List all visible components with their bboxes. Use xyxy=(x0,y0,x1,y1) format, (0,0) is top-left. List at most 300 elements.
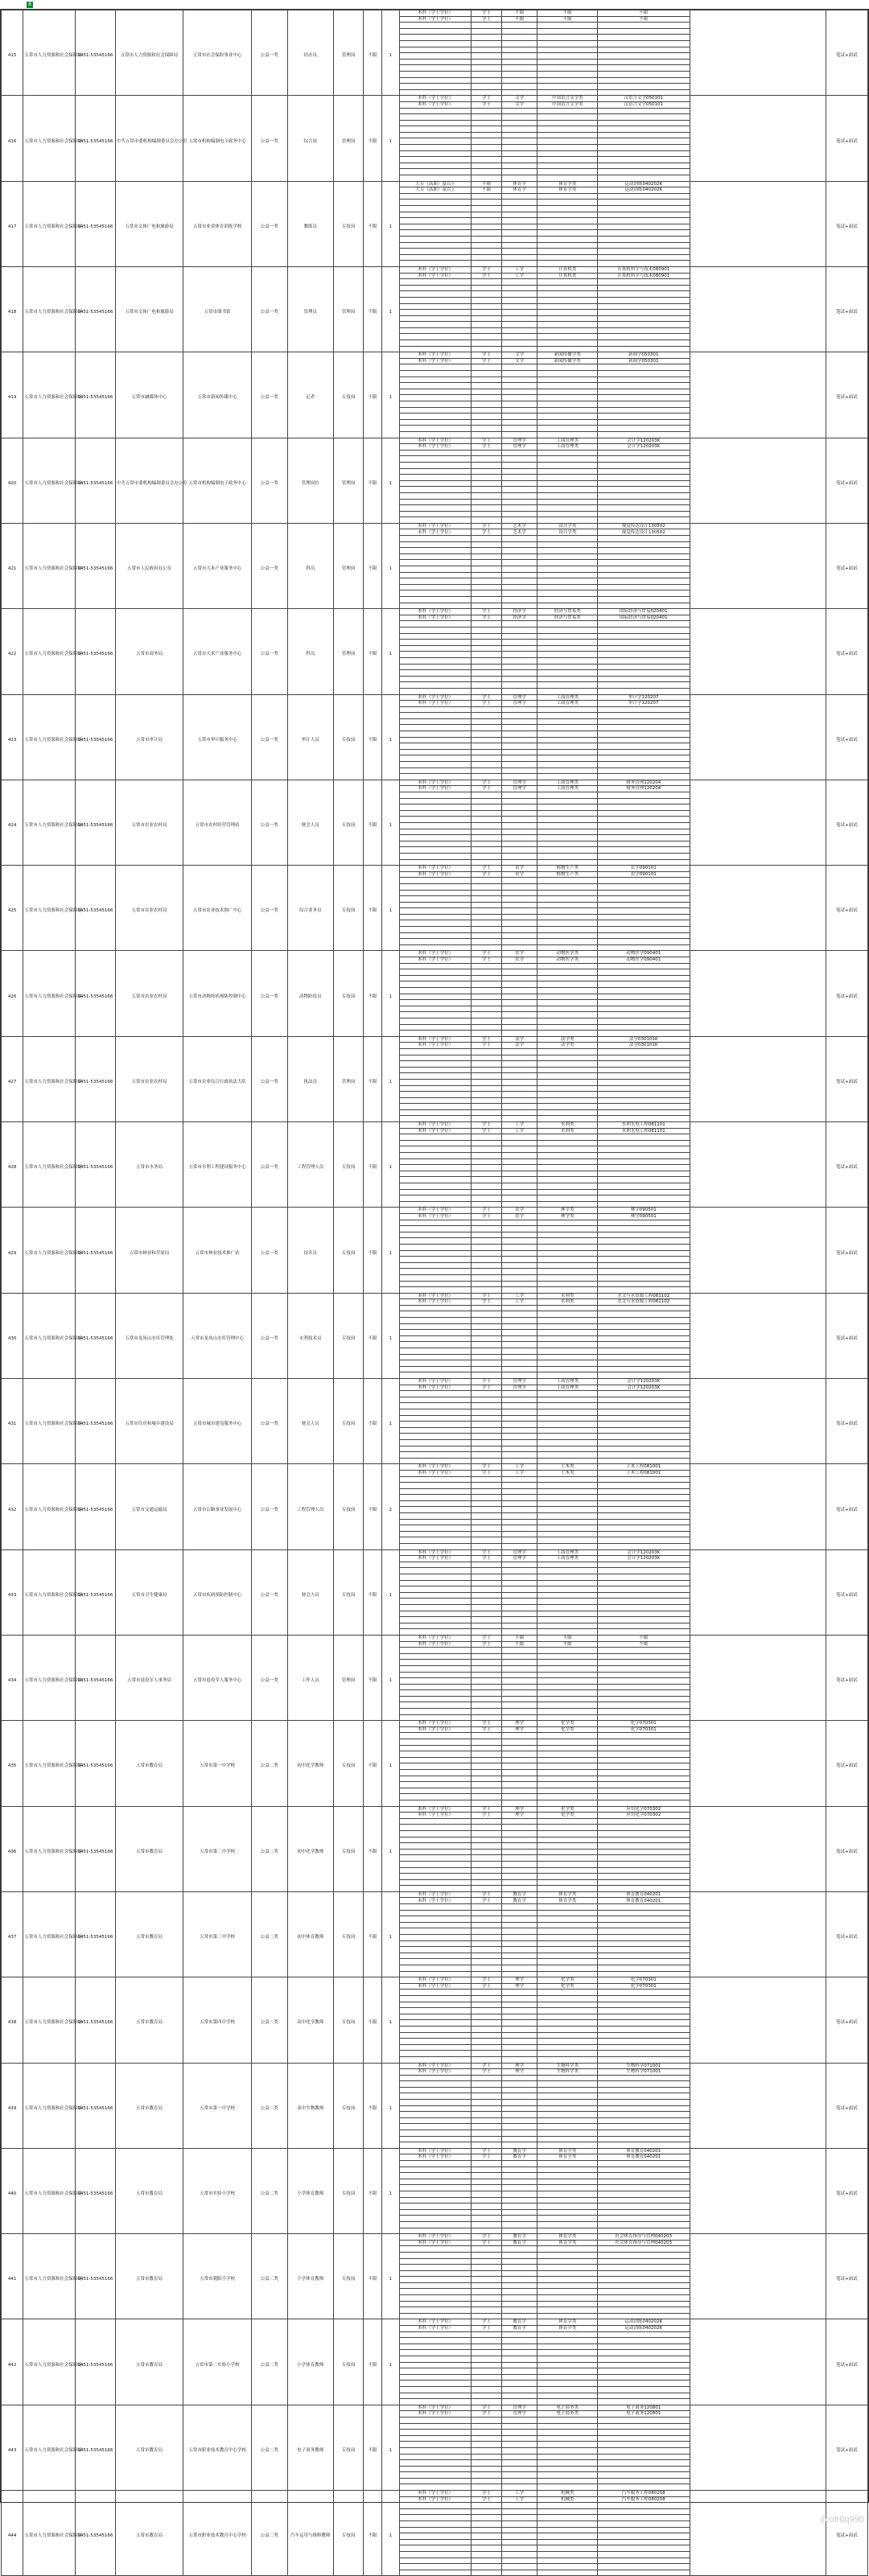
table-cell xyxy=(472,1458,501,1464)
table-cell xyxy=(76,944,116,951)
table-cell xyxy=(115,499,183,505)
table-cell xyxy=(501,1672,537,1678)
table-cell xyxy=(472,1537,501,1544)
table-cell xyxy=(826,352,867,359)
table-cell xyxy=(76,1073,116,1080)
table-cell: 学士 xyxy=(472,16,501,23)
table-cell xyxy=(501,1684,537,1690)
table-cell xyxy=(826,358,867,364)
table-row xyxy=(2,1213,868,1220)
table-cell xyxy=(399,1140,472,1146)
table-cell xyxy=(333,871,363,878)
table-cell xyxy=(537,71,598,77)
table-cell xyxy=(333,688,363,694)
table-cell xyxy=(537,163,598,169)
table-cell: 工商管理类 xyxy=(537,1379,598,1385)
table-cell xyxy=(598,706,690,713)
table-cell xyxy=(287,743,333,750)
table-cell xyxy=(287,975,333,981)
table-cell xyxy=(472,841,501,847)
table-cell xyxy=(381,1012,399,1018)
table-cell xyxy=(183,597,252,603)
table-cell xyxy=(381,279,399,286)
table-cell xyxy=(183,883,252,890)
table-cell xyxy=(76,1048,116,1055)
table-cell xyxy=(23,1366,76,1372)
table-cell xyxy=(690,1257,826,1263)
table-cell xyxy=(364,969,381,976)
table-cell xyxy=(183,627,252,633)
table-cell xyxy=(76,1043,116,1049)
table-cell xyxy=(115,1146,183,1153)
table-cell xyxy=(251,688,287,694)
table-cell xyxy=(381,389,399,395)
table-cell: 不限 xyxy=(501,16,537,23)
table-cell xyxy=(537,303,598,310)
table-cell xyxy=(287,890,333,896)
table-cell xyxy=(2,1599,23,1605)
table-cell xyxy=(76,1452,116,1459)
table-cell xyxy=(76,1061,116,1068)
table-cell xyxy=(690,664,826,670)
table-cell xyxy=(76,1257,116,1263)
table-cell xyxy=(2,297,23,303)
table-cell xyxy=(183,725,252,731)
table-cell xyxy=(472,1372,501,1379)
table-cell xyxy=(287,988,333,994)
table-cell: 农学 xyxy=(501,1208,537,1214)
table-cell xyxy=(399,969,472,976)
table-cell xyxy=(381,1513,399,1520)
table-cell xyxy=(115,1495,183,1501)
table-cell xyxy=(537,1354,598,1360)
table-cell xyxy=(826,529,867,536)
table-cell xyxy=(2,212,23,218)
table-cell: 会计学120203K xyxy=(598,438,690,444)
table-cell xyxy=(333,187,363,194)
table-cell xyxy=(333,1085,363,1092)
table-row xyxy=(2,1067,868,1073)
table-cell xyxy=(690,774,826,780)
table-row xyxy=(2,1702,868,1709)
table-cell xyxy=(501,462,537,468)
table-cell xyxy=(115,383,183,389)
table-cell xyxy=(537,218,598,224)
table-cell xyxy=(23,1092,76,1098)
table-cell xyxy=(251,944,287,951)
table-row xyxy=(2,126,868,133)
table-cell xyxy=(826,1549,867,1556)
table-cell xyxy=(537,1397,598,1403)
table-cell xyxy=(2,615,23,621)
table-cell xyxy=(399,939,472,945)
table-cell xyxy=(23,1653,76,1660)
table-cell xyxy=(501,340,537,347)
table-cell xyxy=(287,1439,333,1446)
table-cell xyxy=(183,682,252,689)
table-cell xyxy=(23,266,76,273)
table-cell: 不限 xyxy=(364,1422,381,1428)
table-cell xyxy=(76,492,116,499)
table-cell xyxy=(381,1427,399,1434)
table-cell xyxy=(287,603,333,609)
table-cell xyxy=(333,242,363,249)
table-cell xyxy=(381,285,399,291)
table-cell xyxy=(826,1177,867,1183)
table-cell xyxy=(381,883,399,890)
table-cell xyxy=(364,1483,381,1489)
table-cell xyxy=(23,829,76,835)
table-cell xyxy=(23,780,76,786)
table-cell xyxy=(364,1385,381,1391)
table-cell xyxy=(183,450,252,456)
table-cell xyxy=(2,1342,23,1348)
table-cell xyxy=(826,1201,867,1208)
table-cell xyxy=(364,883,381,890)
table-cell xyxy=(826,187,867,194)
table-cell xyxy=(333,1672,363,1678)
table-cell xyxy=(251,431,287,438)
table-cell xyxy=(501,1611,537,1617)
table-cell xyxy=(472,1330,501,1336)
table-cell xyxy=(287,1629,333,1636)
table-cell xyxy=(537,755,598,762)
table-cell xyxy=(501,706,537,713)
table-cell xyxy=(537,450,598,456)
table-cell xyxy=(23,1024,76,1031)
table-cell xyxy=(826,1305,867,1311)
table-cell xyxy=(115,670,183,677)
table-cell xyxy=(381,682,399,689)
table-cell xyxy=(399,383,472,389)
table-cell xyxy=(115,315,183,322)
table-cell xyxy=(23,774,76,780)
table-row xyxy=(2,682,868,689)
table-cell xyxy=(76,633,116,640)
table-cell xyxy=(826,279,867,286)
table-cell: 植物生产类 xyxy=(537,866,598,872)
table-cell xyxy=(381,878,399,884)
table-cell xyxy=(537,1439,598,1446)
table-row xyxy=(2,957,868,964)
table-cell xyxy=(333,597,363,603)
table-cell xyxy=(76,560,116,566)
table-cell xyxy=(364,939,381,945)
table-cell xyxy=(76,792,116,799)
table-cell xyxy=(364,1073,381,1080)
table-cell xyxy=(690,511,826,517)
table-cell xyxy=(333,951,363,957)
table-cell xyxy=(115,1097,183,1104)
table-cell: 工作人员 xyxy=(287,1678,333,1685)
table-cell xyxy=(251,701,287,707)
table-cell xyxy=(381,762,399,768)
table-cell xyxy=(399,988,472,994)
table-cell xyxy=(333,1213,363,1220)
table-cell xyxy=(472,1048,501,1055)
table-cell xyxy=(472,1678,501,1685)
table-cell xyxy=(23,163,76,169)
table-cell: 大专（高职）及以上 xyxy=(399,187,472,194)
table-cell xyxy=(364,786,381,792)
table-cell xyxy=(251,1519,287,1525)
table-cell xyxy=(501,890,537,896)
table-cell: 新闻学050301 xyxy=(598,358,690,364)
table-cell xyxy=(472,1623,501,1629)
table-cell xyxy=(2,572,23,578)
table-cell xyxy=(287,951,333,957)
table-cell: 土木工程081001 xyxy=(598,1470,690,1476)
table-cell xyxy=(183,1183,252,1190)
table-cell xyxy=(690,1274,826,1281)
table-cell xyxy=(287,536,333,542)
table-cell xyxy=(537,944,598,951)
table-cell xyxy=(23,883,76,890)
table-cell xyxy=(381,377,399,383)
table-cell: 体育学 xyxy=(501,181,537,187)
table-cell xyxy=(690,364,826,371)
table-cell xyxy=(364,1696,381,1702)
table-cell xyxy=(598,1452,690,1459)
table-cell xyxy=(472,1476,501,1483)
table-cell xyxy=(183,273,252,279)
table-cell xyxy=(2,47,23,53)
table-cell xyxy=(364,1189,381,1195)
table-cell xyxy=(183,1201,252,1208)
table-cell xyxy=(537,1562,598,1568)
table-cell xyxy=(2,1397,23,1403)
table-cell xyxy=(826,1171,867,1177)
table-cell xyxy=(115,291,183,298)
table-cell xyxy=(251,1452,287,1459)
table-row xyxy=(2,101,868,108)
table-cell xyxy=(472,138,501,145)
table-cell xyxy=(381,291,399,298)
table-cell xyxy=(537,627,598,633)
table-row xyxy=(2,878,868,884)
table-cell xyxy=(399,120,472,126)
table-cell xyxy=(251,108,287,114)
table-cell xyxy=(399,1366,472,1372)
table-row xyxy=(2,352,868,359)
table-cell xyxy=(826,804,867,811)
table-cell xyxy=(333,896,363,903)
table-cell xyxy=(76,456,116,463)
table-cell xyxy=(381,1617,399,1623)
table-cell xyxy=(251,1604,287,1611)
table-cell xyxy=(399,1097,472,1104)
table-cell xyxy=(826,1415,867,1422)
table-cell xyxy=(2,1439,23,1446)
table-cell xyxy=(381,1549,399,1556)
table-cell xyxy=(251,1372,287,1379)
table-cell xyxy=(23,694,76,701)
table-cell xyxy=(23,1464,76,1471)
table-row xyxy=(2,1208,868,1214)
table-cell xyxy=(115,1690,183,1697)
table-cell xyxy=(826,1330,867,1336)
table-cell xyxy=(690,181,826,187)
table-cell xyxy=(115,975,183,981)
table-cell xyxy=(690,1422,826,1428)
table-cell xyxy=(76,1213,116,1220)
table-cell xyxy=(23,1696,76,1702)
table-cell xyxy=(501,975,537,981)
table-cell xyxy=(826,230,867,237)
table-cell xyxy=(183,1549,252,1556)
table-cell xyxy=(399,1427,472,1434)
table-cell: 428 xyxy=(2,1165,23,1171)
table-cell xyxy=(76,163,116,169)
table-cell xyxy=(501,645,537,652)
table-cell xyxy=(364,1269,381,1275)
table-cell xyxy=(537,1048,598,1055)
table-cell xyxy=(23,1189,76,1195)
table-row xyxy=(2,1061,868,1068)
table-cell xyxy=(364,1690,381,1697)
table-cell xyxy=(333,96,363,102)
table-cell xyxy=(399,157,472,163)
table-cell: 不限 xyxy=(364,1250,381,1257)
table-cell xyxy=(115,358,183,364)
table-cell xyxy=(23,1000,76,1006)
table-cell xyxy=(115,1623,183,1629)
table-cell xyxy=(690,640,826,646)
table-cell xyxy=(826,609,867,615)
table-cell xyxy=(598,77,690,84)
table-cell xyxy=(690,657,826,664)
table-row xyxy=(2,1696,868,1702)
table-cell xyxy=(2,1195,23,1202)
table-cell xyxy=(381,499,399,505)
table-cell xyxy=(251,657,287,664)
table-cell xyxy=(690,1617,826,1623)
table-cell xyxy=(364,1293,381,1299)
table-cell xyxy=(76,1189,116,1195)
table-cell: 法学030101K xyxy=(598,1036,690,1043)
table-cell: 五常市商务局 xyxy=(115,652,183,658)
table-cell xyxy=(472,1653,501,1660)
table-cell xyxy=(2,1287,23,1294)
table-cell xyxy=(690,688,826,694)
table-cell xyxy=(472,193,501,200)
table-cell xyxy=(76,1379,116,1385)
table-row xyxy=(2,1293,868,1299)
table-cell xyxy=(364,841,381,847)
table-cell xyxy=(598,475,690,481)
table-cell xyxy=(183,1604,252,1611)
table-cell xyxy=(381,1238,399,1245)
table-cell xyxy=(381,487,399,493)
table-cell xyxy=(364,866,381,872)
table-row xyxy=(2,364,868,371)
table-cell xyxy=(399,1195,472,1202)
table-cell xyxy=(381,694,399,701)
table-cell xyxy=(364,1372,381,1379)
table-cell xyxy=(2,963,23,969)
table-row xyxy=(2,444,868,451)
table-cell xyxy=(251,1177,287,1183)
table-cell: 动物医学090401 xyxy=(598,951,690,957)
table-cell xyxy=(501,597,537,603)
table-cell: 本科（学士学位） xyxy=(399,444,472,451)
table-cell xyxy=(598,1360,690,1367)
table-cell xyxy=(76,1092,116,1098)
table-cell xyxy=(537,1372,598,1379)
table-cell xyxy=(251,371,287,377)
table-cell xyxy=(287,798,333,804)
table-cell xyxy=(501,1177,537,1183)
table-cell xyxy=(76,1153,116,1159)
table-cell xyxy=(287,1580,333,1586)
table-cell xyxy=(115,517,183,524)
table-cell xyxy=(598,1397,690,1403)
table-cell xyxy=(399,1354,472,1360)
table-cell xyxy=(23,218,76,224)
table-cell xyxy=(472,767,501,774)
table-cell xyxy=(399,548,472,554)
table-cell xyxy=(115,871,183,878)
table-row xyxy=(2,431,868,438)
table-cell xyxy=(690,65,826,72)
table-cell xyxy=(598,640,690,646)
table-cell xyxy=(287,1397,333,1403)
table-cell xyxy=(183,755,252,762)
table-cell xyxy=(287,364,333,371)
table-cell xyxy=(381,1067,399,1073)
table-cell xyxy=(399,676,472,682)
table-cell xyxy=(501,1330,537,1336)
table-cell xyxy=(501,1507,537,1513)
table-cell xyxy=(23,426,76,432)
table-cell xyxy=(76,536,116,542)
table-cell xyxy=(251,1226,287,1232)
table-cell xyxy=(287,896,333,903)
table-cell xyxy=(537,645,598,652)
table-cell xyxy=(381,358,399,364)
table-cell xyxy=(364,853,381,859)
table-cell xyxy=(287,883,333,890)
table-cell xyxy=(826,553,867,560)
table-cell xyxy=(2,16,23,23)
table-cell: 体育学类 xyxy=(537,181,598,187)
table-cell xyxy=(501,334,537,340)
table-cell xyxy=(76,1403,116,1409)
table-cell: 笔试+面试 xyxy=(826,994,867,1000)
table-cell xyxy=(364,609,381,615)
table-cell xyxy=(251,1488,287,1495)
table-cell: 425 xyxy=(2,908,23,915)
table-cell xyxy=(76,291,116,298)
table-cell xyxy=(399,1116,472,1122)
table-cell xyxy=(76,615,116,621)
table-cell xyxy=(183,1006,252,1012)
table-cell xyxy=(23,285,76,291)
table-cell: 技术员 xyxy=(287,1250,333,1257)
table-cell xyxy=(23,475,76,481)
table-cell xyxy=(251,1611,287,1617)
table-cell: 管理学 xyxy=(501,780,537,786)
table-cell xyxy=(333,334,363,340)
table-cell xyxy=(364,1305,381,1311)
table-cell: 会计学120203K xyxy=(598,1556,690,1562)
table-cell: 五常市人力资源和社会保障局 xyxy=(24,1678,82,1684)
table-cell xyxy=(251,419,287,426)
table-cell xyxy=(76,1274,116,1281)
table-cell xyxy=(115,1085,183,1092)
table-cell xyxy=(472,994,501,1000)
table-row xyxy=(2,1153,868,1159)
